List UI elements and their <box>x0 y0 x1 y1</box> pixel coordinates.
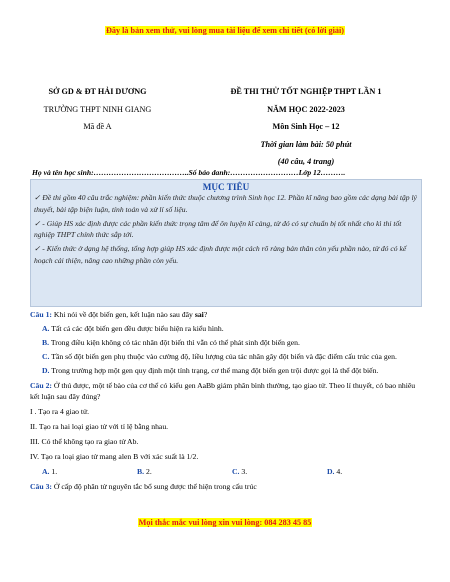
option-text: 4. <box>334 466 343 476</box>
preview-banner-text: Đây là bản xem thử, vui lòng mua tài liệu để xem chi tiết (có lời giải) <box>105 26 344 35</box>
question-text: Khi nói về đột biến gen, kết luận nào sau đây <box>52 310 195 319</box>
contact-banner-text: Mọi thắc mắc vui lòng xin vui lòng: 084 283 45 85 <box>138 518 312 527</box>
question-2 <box>30 380 422 403</box>
question-count: (40 câu, 4 trang) <box>277 157 335 166</box>
goals-title: MỤC TIÊU <box>202 182 250 192</box>
goals-box <box>30 179 422 307</box>
questions <box>30 307 422 493</box>
answer-option <box>30 351 422 362</box>
goal-item: ✓ Đề thi gồm 40 câu trắc nghiệm: phần kiến thức thuộc chương trình Sinh học 12. Phần kĩ năng bao gồm các dạng bài tập lý thuyết, bài tập biện luận, tính toán và xử lí số liệu. <box>34 193 417 214</box>
option-letter: B. <box>42 337 50 347</box>
option-letter: C. <box>42 351 50 361</box>
option-letter: B. <box>137 466 145 476</box>
question-label: Câu 1: <box>30 310 52 319</box>
answer-options-row <box>30 466 422 477</box>
answer-option <box>30 365 422 376</box>
student-info-line: Họ và tên học sinh:………………………………..Số báo danh:………………………Lớp 12………. <box>32 168 346 177</box>
option-text: 3. <box>239 466 248 476</box>
option-text: 1. <box>49 466 58 476</box>
header-left <box>20 86 175 139</box>
option-text: 2. <box>144 466 152 476</box>
question-3 <box>30 481 422 492</box>
answer-option <box>137 466 232 477</box>
contact-banner <box>0 518 450 527</box>
question-1 <box>30 309 422 320</box>
statement: I . Tạo ra 4 giao tử. <box>30 407 90 417</box>
question-text: Ở thú được, một tế bào của cơ thể có kiểu gen AaBb giảm phân bình thường, tạo giao tử. Theo lí thuyết, có bao nhiêu kết luận sau đây đúng? <box>30 381 416 402</box>
statement: IV. Tạo ra loại giao tử mang alen B với xác suất là 1/2. <box>30 452 199 462</box>
option-text: Trong điều kiện không có tác nhân đột biến thì vẫn có thể phát sinh đột biến gen. <box>49 337 300 347</box>
option-text: Trong trường hợp một gen quy định một tính trạng, cơ thể mang đột biến gen trội được gọi là thể đột biến. <box>49 365 379 375</box>
option-text: Tất cả các đột biến gen đều được biểu hiện ra kiểu hình. <box>49 323 224 333</box>
header-right <box>200 86 412 174</box>
question-text: Ở cấp độ phân tử nguyên tắc bổ sung được thể hiện trong cấu trúc <box>52 482 257 492</box>
statement: III. Có thể không tạo ra giao tử Ab. <box>30 437 139 447</box>
exam-code: Mã đề A <box>83 122 112 131</box>
school-name: TRƯỜNG THPT NINH GIANG <box>43 104 152 114</box>
question-label: Câu 3: <box>30 482 52 492</box>
answer-option <box>232 466 327 477</box>
option-letter: C. <box>232 466 240 476</box>
question-text-end: ? <box>203 310 208 319</box>
answer-option <box>30 337 422 348</box>
department-name: SỞ GD & ĐT HẢI DƯƠNG <box>48 87 147 96</box>
answer-option <box>327 466 422 477</box>
statement: II. Tạo ra hai loại giao tử với tỉ lệ bằng nhau. <box>30 422 169 432</box>
answer-option <box>42 466 137 477</box>
option-text: Tần số đột biến gen phụ thuộc vào cường độ, liều lượng của tác nhân gây đột biến và đặc điểm cấu trúc của gen. <box>49 351 397 361</box>
answer-option <box>30 323 422 334</box>
option-letter: A. <box>42 323 50 333</box>
exam-title: ĐỀ THI THỬ TỐT NGHIỆP THPT LẦN 1 <box>230 87 382 96</box>
preview-banner <box>0 26 450 35</box>
subject: Môn Sinh Học – 12 <box>272 122 340 131</box>
option-letter: D. <box>327 466 335 476</box>
goal-item: ✓ - Giúp HS xác định được các phần kiến thức trọng tâm để ôn luyện kĩ càng, từ đó có sự chuẩn bị tốt nhất cho kì thi tốt nghiệp THPT chính thức sắp tới. <box>34 218 402 240</box>
option-letter: A. <box>42 466 50 476</box>
question-label: Câu 2: <box>30 381 52 391</box>
option-letter: D. <box>42 365 50 375</box>
goal-item: ✓ - Kiến thức ở dạng hệ thống, tổng hợp giúp HS xác định được một cách rõ ràng bản thân còn yếu phần nào, từ đó có kế hoạch cải thiện, nâng cao những phần còn yếu. <box>34 244 407 265</box>
question-emphasis: sai <box>194 310 204 319</box>
exam-time: Thời gian làm bài: 50 phút <box>260 139 352 149</box>
school-year: NĂM HỌC 2022-2023 <box>267 104 345 114</box>
